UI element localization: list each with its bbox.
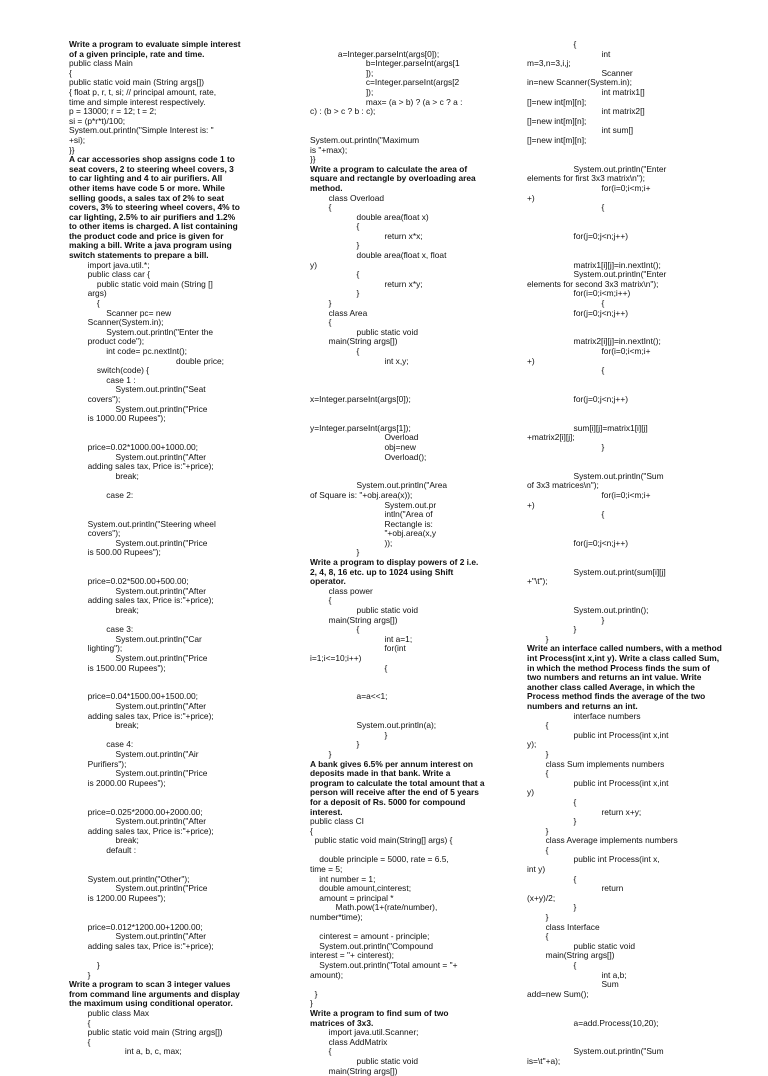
question-text: Write a program to display powers of 2 i.e. 2, 4, 8, 16 etc. up to 1024 using Shift operator. — [310, 557, 479, 587]
code-block: class power { public static void main(String args[]) { int a=1; for(int i=1;i<=10;i++) { a=a<<1; System.out.println(a); } } } — [310, 585, 437, 759]
code-block: import java.util.Scanner; class AddMatrix { public static void main(String args[]) — [328, 1027, 419, 1076]
code-block: public class CI { public static void main(String[] args) { double principle = 5000, rate = 6.5, time = 5; int number = 1; double amount,cinterest; amount = principal * Math.pow(1+(rate/number), number*time); cinterest = amount - principle; System.out.println("Compound interest = "+ cinterest); System.out.println("Total amount = "+ amount); } } — [310, 816, 458, 1009]
code-block: interface numbers { public int Process(int x,int y); } class Sum implements numbers { public int Process(int x,int y) { return x+y; } } class Average implements numbers { public int Process(int x, int y) { return (x+y)/2; } } class Interface { public static void main(String args[]) { int a,b; Sum add=new Sum(); a=add.Process(10,20); System.out.println("Sum is=\t"+a); — [527, 710, 678, 1066]
question-text: A car accessories shop assigns code 1 to seat covers, 2 to steering wheel covers, 3 to car lighting and 4 to air purifiers. All other items have code 5 or more. While selling goods, a sales tax of 2% to seat covers, 3% to steering wheel covers, 4% to car lighting, 2.5% to air purifiers and 1.2% to other items is charged. A list containing the product code and price is given for making a bill. Write a java program using switch statements to prepare a bill. — [69, 154, 240, 261]
code-block: a=Integer.parseInt(args[0]); b=Integer.parseInt(args[1 ]); c=Integer.parseInt(args[2 ]); max= (a > b) ? (a > c ? a : c) : (b > c ? b : c); System.out.println("Maximum is "+max); }} — [310, 48, 463, 165]
question-text: Write a program to calculate the area of square and rectangle by overloading area method. — [310, 163, 476, 193]
column-right — [527, 40, 722, 1067]
question-text: Write a program to scan 3 integer values from command line arguments and display the maximum using conditional operator. — [69, 979, 240, 1009]
column-left — [69, 40, 244, 1057]
code-block: class Overload { double area(float x) { return x*x; } double area(float x, float y) { return x*y; } } class Area { public static void main(String args[]) { int x,y; x=Integer.parseInt(args[0]); y=Integer.parseInt(args[1]); Overload obj=new Overload(); System.out.println("Area of Square is: "+obj.area(x)); System.out.pr intln("Area of Rectangle is: "+obj.area(x,y )); } — [310, 192, 448, 558]
code-block: public class Max { public static void main (String args[]) { int a, b, c, max; — [87, 1007, 223, 1057]
question-text: Write a program to find sum of two matrices of 3x3. — [310, 1007, 449, 1028]
code-block: import java.util.*; public class car { public static void main (String [] args) { Scanner pc= new Scanner(System.in); System.out.println("Enter the product code"); int code= pc.nextInt(); double price; switch(code) { case 1 : System.out.println("Seat covers"); System.out.println("Price is 1000.00 Rupees"); price=0.02*1000.00+1000.00; System.out.println("After adding sales tax, Price is:"+price); break; case 2: System.out.println("Steering wheel covers"); System.out.println("Price is 500.00 Rupees"); price=0.02*500.00+500.00; System.out.println("After adding sales tax, Price is:"+price); break; case 3: System.out.println("Car lighting"); System.out.println("Price is 1500.00 Rupees"); price=0.04*1500.00+1500.00; System.out.println("After adding sales tax, Price is:"+price); break; case 4: System.out.println("Air Purifiers"); System.out.println("Price is 2000.00 Rupees"); price=0.025*2000.00+2000.00; System.out.println("After adding sales tax, Price is:"+price); break; default : System.out.println("Other"); System.out.println("Price is 1200.00 Rupees"); price=0.012*1200.00+1200.00; System.out.println("After adding sales tax, Price is:"+price); } } — [87, 259, 224, 980]
code-block: { int m=3,n=3,i,j; Scanner in=new Scanner(System.in); int matrix1[] []=new int[m][n]; int matrix2[] []=new int[m][n]; int sum[] []=new int[m][n]; System.out.println("Enter elements for first 3x3 matrix\n"); for(i=0;i<m;i+ +) { for(j=0;j<n;j++) matrix1[i][j]=in.nextInt(); System.out.println("Enter elements for second 3x3 matrix\n"); for(i=0;i<m;i++) { for(j=0;j<n;j++) matrix2[i][j]=in.nextInt(); for(i=0;i<m;i+ +) { for(j=0;j<n;j++) sum[i][j]=matrix1[i][j] +matrix2[i][j]; } System.out.println("Sum of 3x3 matrices\n"); for(i=0;i<m;i+ +) { for(j=0;j<n;j++) System.out.print(sum[i][j] +"\t"); System.out.println(); } } } — [527, 39, 667, 644]
column-middle — [310, 40, 485, 1076]
code-block: public class Main { public static void main (String args[]) { float p, r, t, si; // principal amount, rate, time and simple interest respectively. p = 13000; r = 12; t = 2; si = (p*r*t)/100; System.out.println("Simple Interest is: " +si); }} — [69, 58, 217, 155]
question-text: Write a program to evaluate simple interest of a given principle, rate and time. — [69, 39, 241, 59]
question-text: Write an interface called numbers, with a method int Process(int x,int y). Write a class called Sum, in which the method Process finds the sum of two numbers and returns an int value. Write another class called Average, in which the Process method finds the average of the two numbers and returns an int. — [527, 643, 722, 711]
question-text: A bank gives 6.5% per annum interest on deposits made in that bank. Write a program to calculate the total amount that a person will receive after the end of 5 years for a deposit of Rs. 5000 for compound interest. — [310, 758, 485, 817]
